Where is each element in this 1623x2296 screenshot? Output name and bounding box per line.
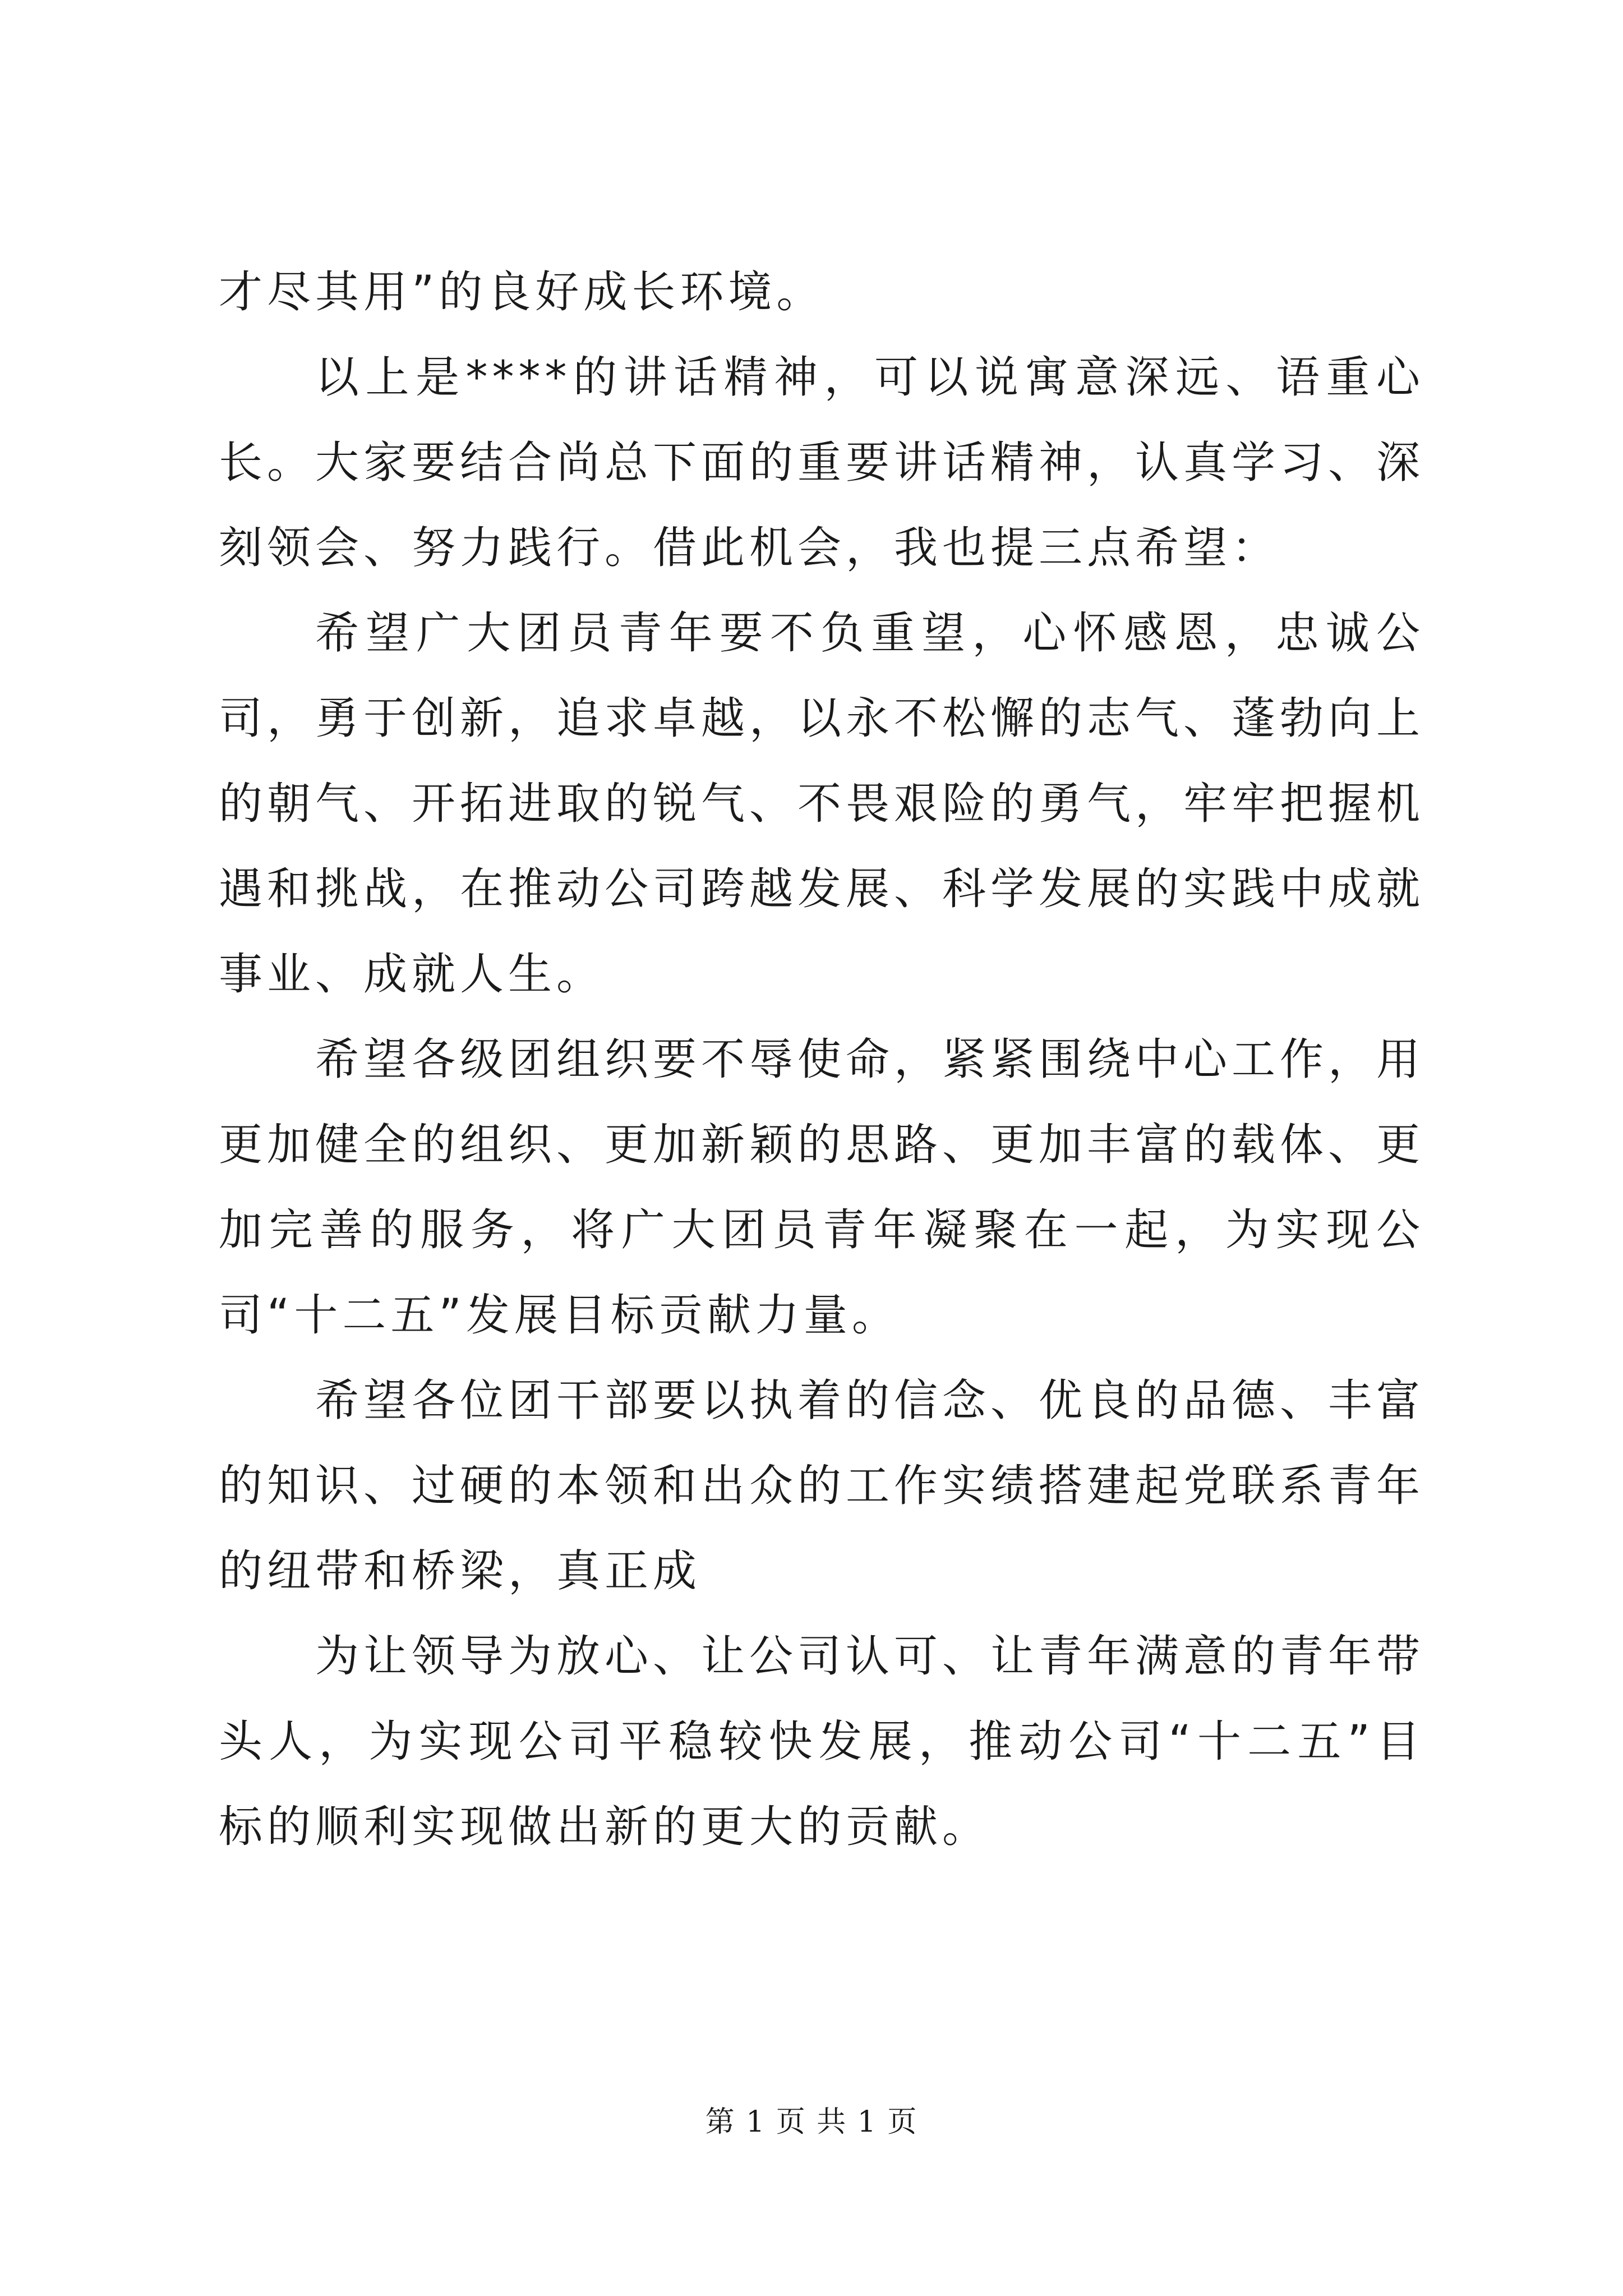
paragraph-5: 希望各位团干部要以执着的信念、优良的品德、丰富的知识、过硬的本领和出众的工作实绩搭建起党联系青年的纽带和桥梁，真正成 xyxy=(219,1375,1425,1596)
paragraph-4: 希望各级团组织要不辱使命，紧紧围绕中心工作，用更加健全的组织、更加新颖的思路、更加丰富的载体、更加完善的服务，将广大团员青年凝聚在一起，为实现公司“十二五”发展目标贡献力量。 xyxy=(219,1034,1425,1341)
paragraph-1: 才尽其用”的良好成长环境。 xyxy=(219,267,825,318)
document-body xyxy=(219,250,1424,1870)
paragraph-3: 希望广大团员青年要不负重望，心怀感恩，忠诚公司，勇于创新，追求卓越，以永不松懈的志气、蓬勃向上的朝气、开拓进取的锐气、不畏艰险的勇气，牢牢把握机遇和挑战，在推动公司跨越发展、科学发展的实践中成就事业、成就人生。 xyxy=(219,608,1425,1000)
paragraph-2: 以上是****的讲话精神，可以说寓意深远、语重心长。大家要结合尚总下面的重要讲话精神，认真学习、深刻领会、努力践行。借此机会，我也提三点希望： xyxy=(219,352,1425,573)
page-footer-number: 第 1 页 共 1 页 xyxy=(705,2105,918,2139)
paragraph-6: 为让领导为放心、让公司认可、让青年满意的青年带头人，为实现公司平稳较快发展，推动公司“十二五”目标的顺利实现做出新的更大的贡献。 xyxy=(219,1631,1425,1852)
